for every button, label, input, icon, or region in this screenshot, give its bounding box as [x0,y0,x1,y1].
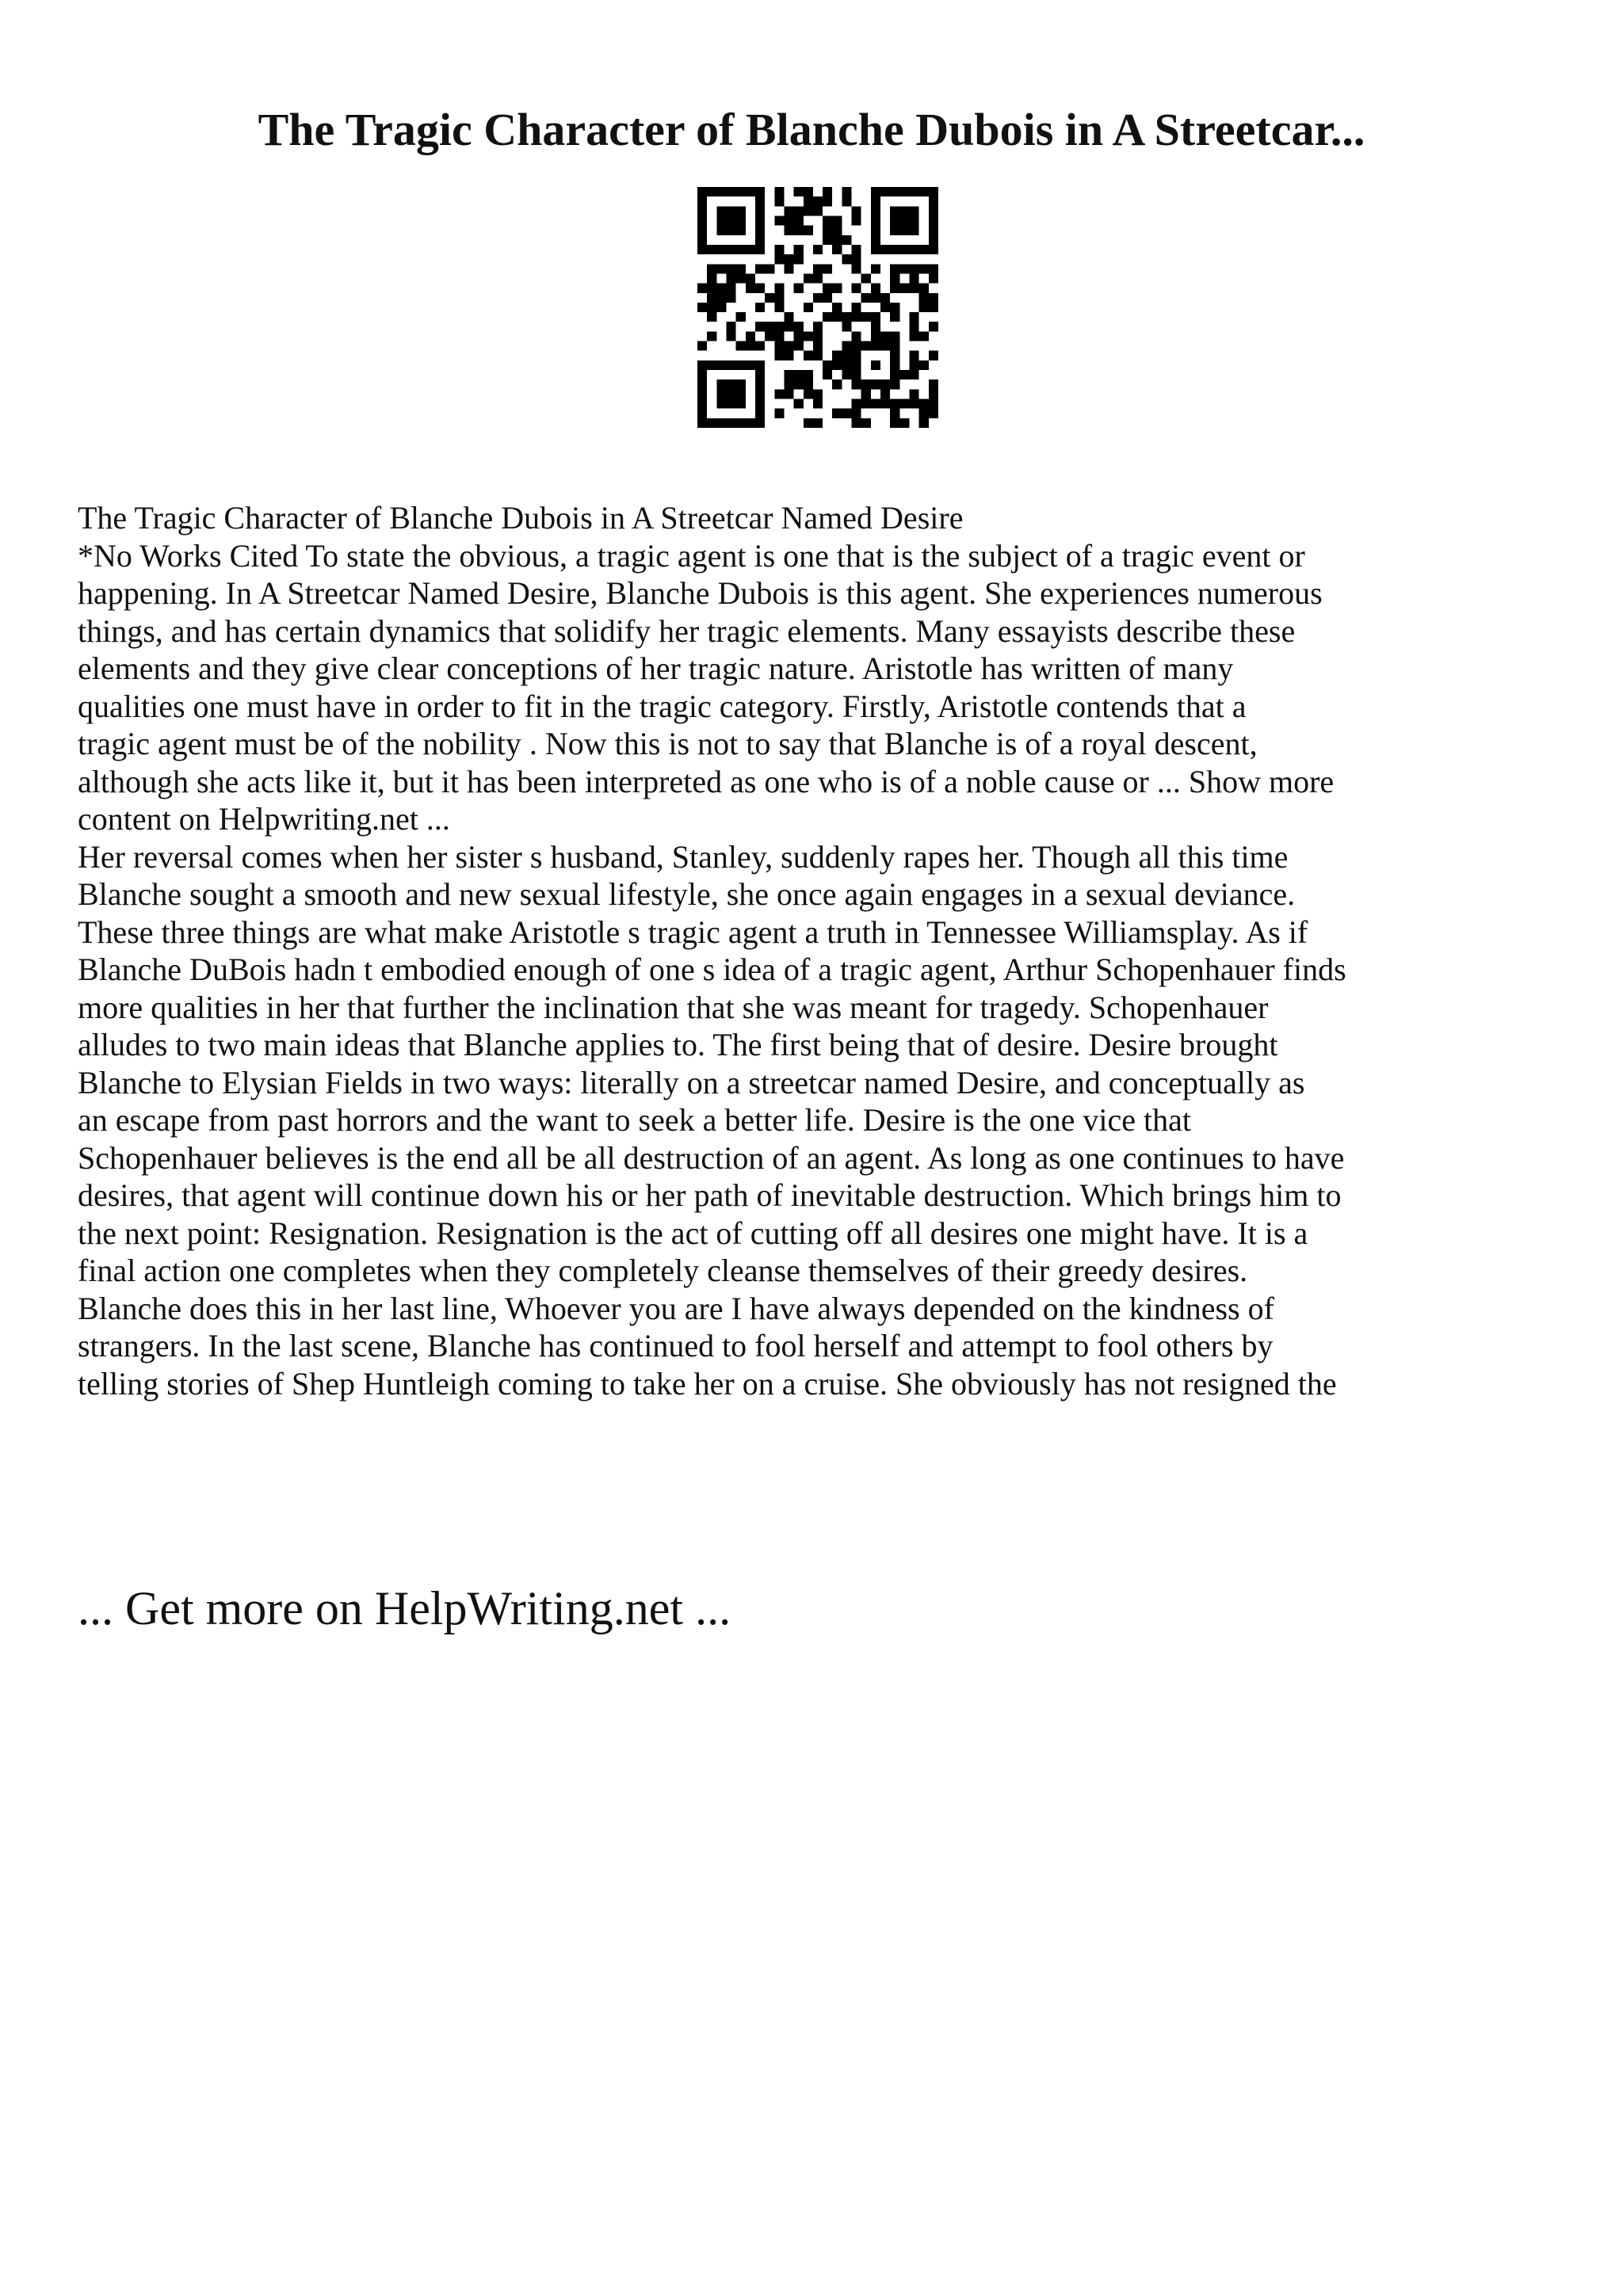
body-line: Schopenhauer believes is the end all be all destruction of an agent. As long as one continues to have [78,1139,1345,1176]
body-line: Blanche sought a smooth and new sexual lifestyle, she once again engages in a sexual deviance. [78,876,1296,912]
body-line: more qualities in her that further the inclination that she was meant for tragedy. Schopenhauer [78,989,1269,1025]
document-body [78,499,1568,1402]
document-title: The Tragic Character of Blanche Dubois in A Streetcar... [258,104,1365,155]
body-line: strangers. In the last scene, Blanche has continued to fool herself and attempt to fool others by [78,1328,1274,1363]
body-line: final action one completes when they completely cleanse themselves of their greedy desires. [78,1253,1248,1288]
body-line: *No Works Cited To state the obvious, a tragic agent is one that is the subject of a tragic event or [78,537,1305,574]
body-line: an escape from past horrors and the want to seek a better life. Desire is the one vice that [78,1102,1192,1138]
body-line: Blanche to Elysian Fields in two ways: literally on a streetcar named Desire, and conceptually as [78,1064,1305,1100]
qr-code-icon [697,187,938,428]
body-line: although she acts like it, but it has been interpreted as one who is of a noble cause or ... Show more [78,763,1335,799]
body-line: Blanche DuBois hadn t embodied enough of one s idea of a tragic agent, Arthur Schopenhauer finds [78,952,1346,987]
body-line: telling stories of Shep Huntleigh coming to take her on a cruise. She obviously has not resigned the [78,1365,1337,1402]
body-line: desires, that agent will continue down his or her path of inevitable destruction. Which brings him to [78,1177,1342,1213]
body-line: happening. In A Streetcar Named Desire, Blanche Dubois is this agent. She experiences numerous [78,575,1323,611]
body-line: These three things are what make Aristotle s tragic agent a truth in Tennessee Williamsplay. As if [78,913,1308,950]
body-line: the next point: Resignation. Resignation is the act of cutting off all desires one might have. It is a [78,1215,1308,1251]
body-line: alludes to two main ideas that Blanche applies to. The first being that of desire. Desire brought [78,1027,1278,1062]
body-line: elements and they give clear conceptions of her tragic nature. Aristotle has written of many [78,650,1234,686]
body-line: things, and has certain dynamics that solidify her tragic elements. Many essayists describe these [78,612,1296,649]
body-line: tragic agent must be of the nobility . Now this is not to say that Blanche is of a royal descent, [78,726,1258,761]
body-line: content on Helpwriting.net ... [78,801,450,837]
body-line: Her reversal comes when her sister s husband, Stanley, suddenly rapes her. Though all this time [78,838,1289,875]
body-line: Blanche does this in her last line, Whoever you are I have always depended on the kindness of [78,1290,1274,1326]
body-line: The Tragic Character of Blanche Dubois in A Streetcar Named Desire [78,500,964,536]
get-more-link[interactable]: ... Get more on HelpWriting.net ... [78,1582,731,1634]
qr-code-graphic [697,187,938,428]
body-line: qualities one must have in order to fit in the tragic category. Firstly, Aristotle contends that a [78,688,1247,724]
